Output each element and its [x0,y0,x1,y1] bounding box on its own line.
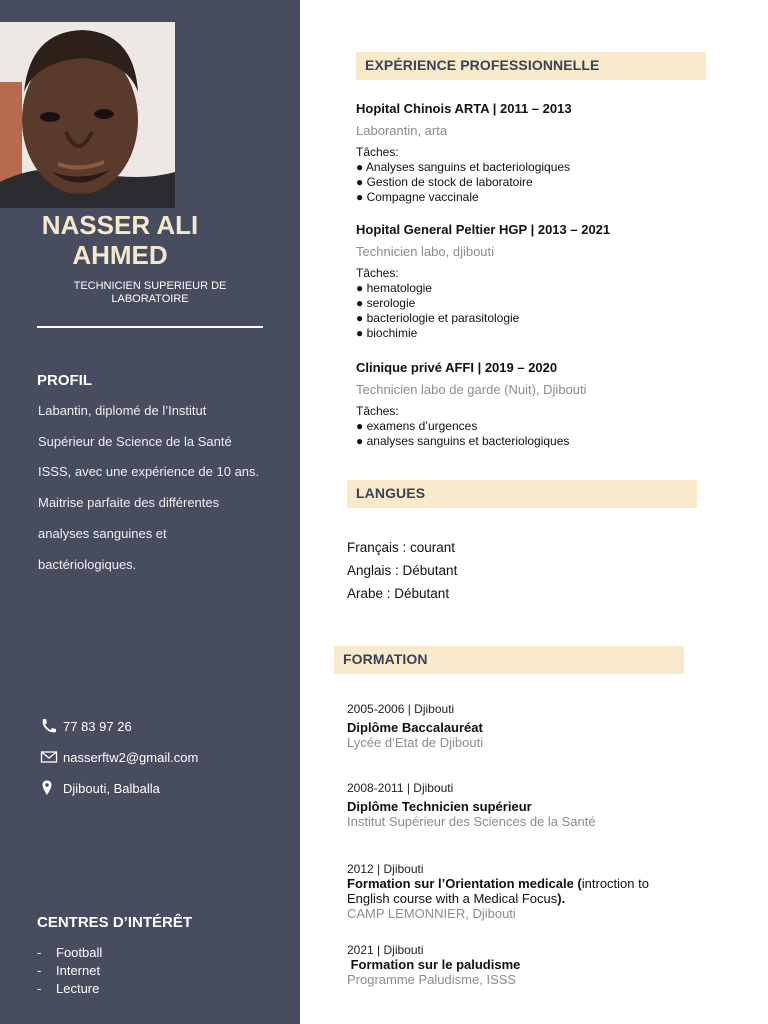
job-entry [356,101,716,205]
education-title: Formation sur le paludisme [347,957,521,972]
divider [37,326,263,328]
phone-icon [40,718,58,734]
contact-phone[interactable] [40,718,132,734]
avatar [0,22,175,208]
job-tasks: Tâches: ● hematologie ● serologie ● bacteriologie et parasitologie ● biochimie [356,266,520,340]
job-tasks: Tâches: ● Analyses sanguins et bacteriologiques ● Gestion de stock de laboratoire ● Compagne vaccinale [356,145,571,204]
education-entry [347,943,707,987]
profile-text: Labantin, diplomé de l’Institut Supérieur de Science de la Santé ISSS, avec une expérience de 10 ans. Maitrise parfaite des différentes analyses sanguines et bactériologiques. [38,403,260,572]
education-subtitle: Institut Supérieur des Sciences de la Santé [347,814,596,829]
education-entry [347,862,692,921]
profile-photo [0,22,175,208]
profile-heading: PROFIL [37,372,92,389]
email-address: nasserftw2@gmail.com [63,749,199,765]
list-item: - Lecture [37,981,100,996]
location-text: Djibouti, Balballa [63,780,160,796]
experience-heading-band [356,52,706,80]
education-title: Diplôme Baccalauréat [347,720,483,735]
language-item: Français : courant [347,540,456,555]
contact-location [40,780,160,796]
education-heading: FORMATION [343,651,428,667]
education-date: 2005-2006 | Djibouti [347,702,455,716]
sidebar [0,0,300,1024]
education-subtitle: CAMP LEMONNIER, Djibouti [347,906,516,921]
education-title: Formation sur l’Orientation medicale (introction to English course with a Medical Focus). [347,876,649,906]
job-title: TECHNICIEN SUPERIEUR DE LABORATOIRE [73,280,227,305]
job-subtitle: Laborantin, arta [356,123,448,138]
education-date: 2008-2011 | Djibouti [347,781,454,795]
job-tasks: Tâches: ● examens d’urgences ● analyses sanguins et bacteriologiques [356,404,570,448]
job-entry [356,360,716,449]
education-entry [347,781,707,829]
education-subtitle: Lycée d’Etat de Djibouti [347,735,484,750]
job-entry [356,222,716,341]
phone-number: 77 83 97 26 [63,718,132,734]
education-entry [347,702,707,750]
language-item: Arabe : Débutant [347,586,450,601]
education-title: Diplôme Technicien supérieur [347,799,532,814]
languages-heading-band [347,480,697,508]
education-date: 2012 | Djibouti [347,862,424,876]
job-title: Clinique privé AFFI | 2019 – 2020 [356,360,558,375]
list-item: - Football [37,945,103,960]
job-subtitle: Technicien labo, djibouti [356,244,495,259]
education-subtitle: Programme Paludisme, ISSS [347,972,517,987]
contact-email[interactable] [40,749,198,765]
list-item: - Internet [37,963,101,978]
education-heading-band [334,646,684,674]
name-line1: NASSER ALI [41,210,199,240]
envelope-icon [40,749,58,765]
job-subtitle: Technicien labo de garde (Nuit), Djibouti [356,382,587,397]
name-line2: AHMED [72,240,168,270]
job-title: Hopital General Peltier HGP | 2013 – 2021 [356,222,611,237]
job-title: Hopital Chinois ARTA | 2011 – 2013 [356,101,572,116]
map-pin-icon [40,780,58,796]
interests-list [37,944,102,998]
interests-heading: CENTRES D’INTÉRÊT [37,914,193,931]
experience-heading: EXPÉRIENCE PROFESSIONNELLE [365,57,600,73]
education-date: 2021 | Djibouti [347,943,424,957]
language-item: Anglais : Débutant [347,563,458,578]
languages-heading: LANGUES [356,485,426,501]
